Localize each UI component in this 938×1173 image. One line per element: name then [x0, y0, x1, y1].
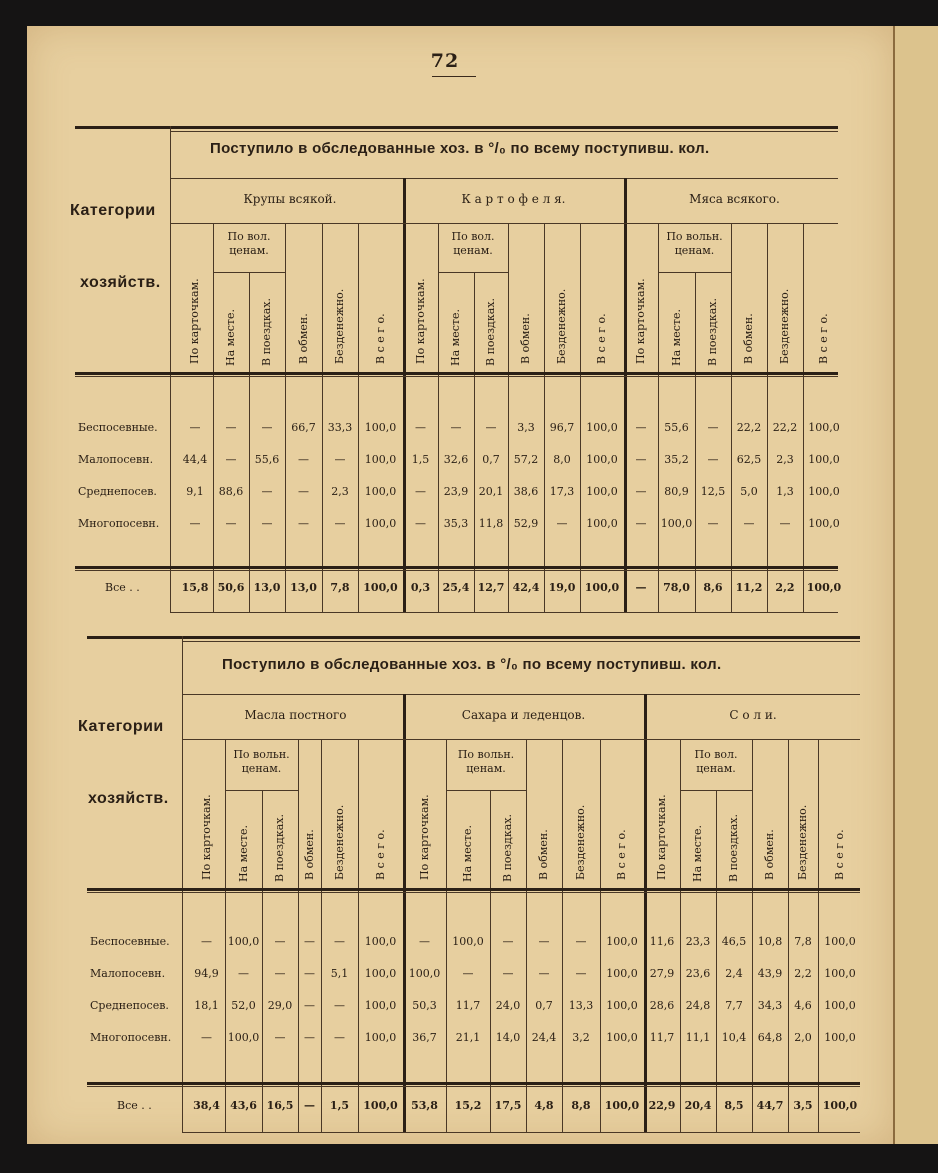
total-cell: —	[304, 1099, 315, 1112]
table-cell: —	[304, 935, 315, 948]
total-cell: 100,0	[363, 581, 398, 594]
column-header: В поездках.	[727, 814, 740, 882]
table-cell: 100,0	[364, 999, 397, 1012]
column-header: По карточкам.	[199, 794, 213, 880]
column-header: Безденежно.	[796, 804, 809, 880]
column-header: На месте.	[224, 309, 237, 366]
column-divider	[803, 223, 804, 612]
column-header: На месте.	[669, 309, 683, 366]
table-cell: 100,0	[227, 935, 260, 948]
column-header: По карточкам.	[417, 794, 431, 880]
total-cell: 15,2	[454, 1099, 482, 1112]
total-cell: 25,4	[442, 581, 470, 594]
total-cell: 13,0	[253, 581, 281, 594]
free-price-rule	[446, 790, 526, 791]
table-cell: —	[274, 1031, 286, 1044]
table-top-rule-thin	[182, 641, 860, 642]
row-label: Малопосевн.	[78, 453, 154, 466]
total-cell: 53,8	[411, 1099, 438, 1112]
table-cell: 1,3	[776, 485, 794, 498]
table-cell: 52,0	[231, 999, 256, 1012]
total-cell: 44,7	[756, 1099, 784, 1112]
free-price-header: По вольн. ценам.	[233, 748, 290, 775]
table-cell: 2,0	[794, 1031, 812, 1044]
table-cell: 38,6	[513, 485, 539, 498]
column-divider	[716, 790, 717, 1132]
table-cell: 22,2	[772, 421, 798, 434]
column-divider	[580, 223, 581, 612]
column-header: На месте.	[461, 825, 474, 882]
total-cell: 3,5	[793, 1099, 813, 1112]
page-number: 72	[430, 50, 460, 72]
table-cell: 35,3	[443, 517, 469, 530]
column-header: В с е г о.	[615, 829, 628, 880]
table-cell: 24,4	[531, 1031, 557, 1044]
group-header: К а р т о ф е л я.	[461, 192, 566, 206]
table-cell: —	[485, 421, 497, 434]
table-top-rule	[75, 126, 838, 129]
table-cell: 100,0	[586, 485, 618, 498]
table-cell: 22,2	[736, 421, 762, 434]
total-cell: 38,4	[193, 1099, 220, 1112]
table-cell: 100,0	[808, 453, 840, 466]
table-cell: 23,6	[685, 967, 711, 980]
table-cell: 100,0	[606, 1031, 638, 1044]
table-cell: 20,1	[478, 485, 504, 498]
table-cell: —	[298, 517, 309, 530]
table-cell: —	[304, 1031, 315, 1044]
table-cell: —	[743, 517, 755, 530]
table-cell: 11,6	[649, 935, 675, 948]
table-cell: 100,0	[606, 935, 638, 948]
table-cell: 12,5	[700, 485, 726, 498]
table-cell: 100,0	[606, 999, 638, 1012]
free-price-header: По вол. ценам.	[227, 230, 271, 257]
table-cell: —	[502, 935, 514, 948]
table-cell: 100,0	[364, 485, 397, 498]
row-label: Беспосевные.	[90, 935, 170, 948]
column-header: По карточкам.	[413, 278, 427, 364]
column-header: По карточкам.	[655, 794, 668, 880]
table-top-rule	[87, 636, 860, 639]
free-price-header: По вол. ценам.	[694, 748, 738, 775]
table-cell: 64,8	[757, 1031, 783, 1044]
table-cell: 11,7	[649, 1031, 675, 1044]
total-cell: 7,8	[330, 581, 350, 594]
column-divider	[731, 223, 732, 612]
table-cell: —	[419, 935, 430, 948]
table-cell: —	[334, 1031, 345, 1044]
header-bottom-rule	[75, 372, 838, 375]
row-label: Многопосевн.	[78, 517, 160, 530]
total-cell: 43,6	[230, 1099, 257, 1112]
column-header: В обмен.	[742, 313, 755, 364]
table-cell: —	[238, 967, 249, 980]
total-rule	[87, 1082, 860, 1085]
table-cell: 43,9	[757, 967, 783, 980]
group-header: С о л и.	[729, 708, 777, 722]
table-cell: 8,0	[553, 453, 571, 466]
table-cell: 11,8	[478, 517, 504, 530]
total-cell: 17,5	[494, 1099, 522, 1112]
column-divider	[695, 272, 696, 612]
column-header: В с е г о.	[817, 313, 830, 364]
title-bottom-rule	[170, 178, 838, 179]
table-cell: 33,3	[327, 421, 353, 434]
total-cell: —	[635, 581, 647, 594]
table-cell: 3,2	[572, 1031, 590, 1044]
group-divider	[644, 694, 647, 1132]
column-divider	[658, 223, 659, 612]
table-cell: 34,3	[757, 999, 783, 1012]
table-cell: —	[201, 935, 212, 948]
total-rule-thin	[75, 570, 838, 571]
category-label: Категории	[70, 202, 156, 219]
total-cell: 100,0	[822, 1099, 858, 1112]
table-cell: 10,4	[721, 1031, 747, 1044]
column-divider	[490, 790, 491, 1132]
table-cell: —	[450, 421, 462, 434]
table-cell: 44,4	[182, 453, 208, 466]
column-header: В поездках.	[273, 814, 286, 882]
table-cell: —	[635, 421, 647, 434]
table-cell: —	[274, 967, 286, 980]
total-cell: 8,5	[724, 1099, 744, 1112]
table-cell: 29,0	[267, 999, 293, 1012]
table-cell: —	[298, 485, 309, 498]
table-cell: 100,0	[606, 967, 638, 980]
total-cell: 50,6	[217, 581, 245, 594]
column-header: На месте.	[691, 825, 704, 882]
table-cell: 7,8	[794, 935, 812, 948]
table-cell: 0,7	[535, 999, 553, 1012]
table-cell: 11,7	[455, 999, 481, 1012]
table-cell: 100,0	[364, 1031, 397, 1044]
stub-column-divider	[170, 126, 171, 612]
table-cell: 2,3	[776, 453, 794, 466]
table-cell: 100,0	[824, 935, 856, 948]
column-header: Безденежно.	[778, 288, 791, 364]
table-cell: —	[502, 967, 514, 980]
total-cell: 16,5	[266, 1099, 294, 1112]
table-top-rule-thin	[170, 131, 838, 132]
table-cell: 9,1	[186, 485, 204, 498]
table-cell: 100,0	[364, 421, 397, 434]
column-divider	[322, 223, 323, 612]
table-cell: 2,2	[794, 967, 812, 980]
group-header-rule	[182, 739, 860, 740]
column-header: Безденежно.	[333, 288, 346, 364]
total-cell: 78,0	[663, 581, 690, 594]
group-header: Мяса всякого.	[689, 192, 780, 206]
table-cell: —	[304, 967, 315, 980]
group-header: Крупы всякой.	[243, 192, 337, 206]
column-header: В поездках.	[501, 814, 514, 882]
table-cell: 28,6	[649, 999, 675, 1012]
total-cell: 11,2	[735, 581, 763, 594]
table-cell: —	[538, 967, 550, 980]
table-cell: —	[334, 935, 345, 948]
table-cell: 50,3	[412, 999, 437, 1012]
total-cell: 100,0	[584, 581, 620, 594]
total-cell: 1,5	[329, 1099, 350, 1112]
total-row-label: Все . .	[105, 581, 140, 594]
table-cell: —	[189, 421, 201, 434]
table-cell: 100,0	[660, 517, 693, 530]
table-cell: 100,0	[808, 485, 840, 498]
table-cell: 0,7	[482, 453, 500, 466]
table-bottom-rule	[170, 612, 838, 613]
table-cell: 100,0	[586, 517, 618, 530]
table-cell: 18,1	[194, 999, 219, 1012]
page-number-underline	[432, 76, 476, 77]
group-header: Масла постного	[244, 708, 347, 722]
table-cell: 4,6	[794, 999, 812, 1012]
column-divider	[213, 223, 214, 612]
table-cell: 17,3	[549, 485, 575, 498]
table-cell: —	[261, 421, 273, 434]
category-label: хозяйств.	[80, 274, 161, 291]
table-cell: 57,2	[513, 453, 539, 466]
table-cell: —	[707, 453, 719, 466]
table-cell: 13,3	[568, 999, 594, 1012]
title-bottom-rule	[182, 694, 860, 695]
column-header: В с е г о.	[595, 313, 608, 364]
total-cell: 2,2	[775, 581, 795, 594]
table-cell: 27,9	[649, 967, 675, 980]
table-title: Поступило в обследованные хоз. в °/₀ по всему поступивш. кол.	[222, 656, 722, 673]
table-cell: 100,0	[408, 967, 441, 980]
table-cell: 88,6	[218, 485, 244, 498]
table-cell: 1,5	[411, 453, 430, 466]
table-cell: —	[707, 421, 719, 434]
table-cell: 100,0	[364, 517, 397, 530]
column-divider	[249, 272, 250, 612]
total-cell: 13,0	[290, 581, 317, 594]
table-cell: —	[415, 485, 426, 498]
table-bottom-rule	[182, 1132, 860, 1133]
table-cell: 7,7	[725, 999, 743, 1012]
column-header: По карточкам.	[634, 278, 647, 364]
total-cell: 0,3	[410, 581, 431, 594]
table-cell: 32,6	[443, 453, 469, 466]
table-cell: 11,1	[685, 1031, 711, 1044]
column-divider	[544, 223, 545, 612]
column-header: В обмен.	[519, 313, 532, 364]
total-cell: 100,0	[363, 1099, 398, 1112]
total-cell: 22,9	[648, 1099, 676, 1112]
table-cell: 94,9	[194, 967, 219, 980]
table-cell: 100,0	[808, 421, 840, 434]
adjacent-page-edge	[893, 26, 938, 1144]
total-cell: 4,8	[534, 1099, 554, 1112]
group-header: Сахара и леденцов.	[461, 708, 586, 722]
column-header: В поездках.	[484, 298, 497, 366]
total-row-label: Все . .	[117, 1099, 152, 1112]
row-label: Среднепосев.	[90, 999, 169, 1012]
table-cell: —	[779, 517, 791, 530]
column-header: В поездках.	[706, 298, 719, 366]
column-header: Безденежно.	[332, 804, 346, 880]
total-cell: 12,7	[477, 581, 505, 594]
table-cell: 5,1	[330, 967, 349, 980]
header-bottom-rule-thin	[87, 892, 860, 893]
category-label: хозяйств.	[88, 790, 169, 807]
column-divider	[508, 223, 509, 612]
table-cell: 14,0	[495, 1031, 521, 1044]
table-cell: —	[298, 453, 309, 466]
column-header: В с е г о.	[373, 313, 387, 364]
table-cell: —	[274, 935, 286, 948]
table-cell: —	[189, 517, 201, 530]
table-cell: —	[304, 999, 315, 1012]
total-cell: 20,4	[684, 1099, 712, 1112]
column-header: Безденежно.	[555, 288, 568, 364]
table-cell: —	[334, 517, 346, 530]
table-cell: 100,0	[452, 935, 484, 948]
total-cell: 8,6	[703, 581, 723, 594]
group-divider	[624, 178, 627, 612]
column-divider	[474, 272, 475, 612]
header-bottom-rule-thin	[75, 376, 838, 377]
row-label: Среднепосев.	[78, 485, 157, 498]
header-bottom-rule	[87, 888, 860, 891]
total-cell: 8,8	[571, 1099, 591, 1112]
table-cell: 96,7	[549, 421, 575, 434]
table-cell: 5,0	[740, 485, 758, 498]
table-cell: 100,0	[824, 1031, 856, 1044]
column-header: В с е г о.	[373, 829, 387, 880]
table-cell: 10,8	[757, 935, 783, 948]
table-cell: —	[225, 421, 237, 434]
table-cell: 23,9	[443, 485, 469, 498]
table-cell: —	[201, 1031, 212, 1044]
column-divider	[358, 223, 359, 612]
table-cell: 55,6	[664, 421, 689, 434]
free-price-rule	[438, 272, 508, 273]
column-divider	[767, 223, 768, 612]
total-cell: 42,4	[512, 581, 540, 594]
table-cell: —	[415, 517, 426, 530]
table-cell: 62,5	[736, 453, 762, 466]
table-cell: 24,0	[495, 999, 521, 1012]
table-cell: 35,2	[664, 453, 689, 466]
column-header: В поездках.	[260, 298, 273, 366]
table-cell: 100,0	[586, 453, 618, 466]
table-cell: 52,9	[513, 517, 539, 530]
table-cell: 100,0	[364, 967, 397, 980]
table-cell: 2,3	[331, 485, 349, 498]
table-cell: 100,0	[586, 421, 618, 434]
total-rule	[75, 566, 838, 569]
table-cell: 21,1	[455, 1031, 481, 1044]
table-cell: —	[334, 453, 346, 466]
table-cell: 23,3	[685, 935, 711, 948]
table-cell: —	[261, 517, 273, 530]
table-cell: —	[635, 517, 647, 530]
table-cell: —	[225, 453, 237, 466]
column-header: В с е г о.	[833, 829, 846, 880]
table-cell: 100,0	[364, 453, 397, 466]
table-cell: 24,8	[685, 999, 711, 1012]
stub-column-divider	[182, 636, 183, 1132]
group-header-rule	[170, 223, 838, 224]
row-label: Многопосевн.	[90, 1031, 172, 1044]
table-cell: 36,7	[412, 1031, 437, 1044]
table-cell: —	[462, 967, 474, 980]
column-header: В обмен.	[302, 829, 316, 880]
total-cell: 100,0	[604, 1099, 640, 1112]
free-price-header: По вол. ценам.	[451, 230, 495, 257]
column-header: На месте.	[236, 825, 250, 882]
table-cell: 2,4	[725, 967, 743, 980]
table-cell: 100,0	[808, 517, 840, 530]
total-cell: 15,8	[181, 581, 209, 594]
row-label: Беспосевные.	[78, 421, 158, 434]
table-cell: —	[538, 935, 550, 948]
table-cell: —	[707, 517, 719, 530]
column-divider	[438, 223, 439, 612]
table-cell: 100,0	[227, 1031, 260, 1044]
column-divider	[262, 790, 263, 1132]
total-cell: 100,0	[806, 581, 842, 594]
table-cell: —	[225, 517, 237, 530]
table-cell: 46,5	[721, 935, 747, 948]
table-cell: 100,0	[824, 967, 856, 980]
table-cell: 80,9	[664, 485, 689, 498]
table-cell: 100,0	[364, 935, 397, 948]
table-cell: —	[575, 935, 587, 948]
table-cell: —	[415, 421, 426, 434]
table-cell: —	[635, 485, 647, 498]
free-price-header: По вольн. ценам.	[666, 230, 723, 257]
total-cell: 19,0	[548, 581, 576, 594]
table-cell: —	[334, 999, 345, 1012]
table-cell: —	[635, 453, 647, 466]
table-cell: 55,6	[254, 453, 280, 466]
category-label: Категории	[78, 718, 164, 735]
row-label: Малопосевн.	[90, 967, 166, 980]
table-cell: —	[575, 967, 587, 980]
table-cell: 66,7	[291, 421, 316, 434]
table-cell: —	[556, 517, 568, 530]
free-price-header: По вольн. ценам.	[457, 748, 515, 775]
column-header: По карточкам.	[188, 278, 201, 364]
table-cell: —	[261, 485, 273, 498]
group-divider	[403, 694, 406, 1132]
column-header: Безденежно.	[574, 804, 587, 880]
column-divider	[285, 223, 286, 612]
column-header: На месте.	[449, 309, 462, 366]
total-rule-thin	[87, 1086, 860, 1087]
column-header: В обмен.	[537, 829, 550, 880]
column-header: В обмен.	[763, 829, 776, 880]
group-divider	[403, 178, 406, 612]
table-cell: 3,3	[517, 421, 535, 434]
column-header: В обмен.	[296, 313, 310, 364]
table-cell: 100,0	[824, 999, 856, 1012]
table-title: Поступило в обследованные хоз. в °/₀ по всему поступивш. кол.	[210, 140, 710, 157]
